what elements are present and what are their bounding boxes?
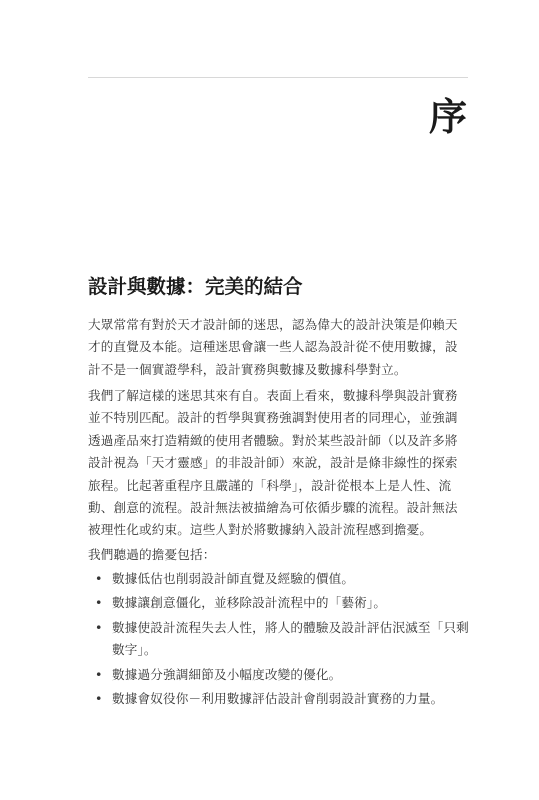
list-item-text: 數據使設計流程失去人性，將人的體驗及設計評估泯滅至「只剩數字」。 (112, 619, 469, 658)
list-item (88, 568, 472, 590)
section-title: 設計與數據：完美的結合 (88, 275, 303, 298)
body-paragraph: 我們了解這樣的迷思其來有自。表面上看來，數據科學與設計實務並不特別匹配。設計的哲學與實務強調對使用者的同理心，並強調透過產品來打造精緻的使用者體驗。對於某些設計師（以及許多將設計視為「天才靈感」的非設計師）來說，設計是條非線性的探索旅程。比起著重程序且嚴謹的「科學」，設計從根本上是人性、流動、創意的流程。設計無法被描繪為可依循步驟的流程。設計無法被理性化或約束。這些人對於將數據納入設計流程感到擔憂。 (88, 388, 458, 538)
bullet-icon: • (95, 571, 103, 586)
list-item (88, 688, 472, 710)
concerns-list (88, 568, 472, 712)
list-item (88, 592, 472, 614)
list-item-text: 數據低估也削弱設計師直覺及經驗的價值。 (112, 571, 355, 586)
body-paragraph: 大眾常常有對於天才設計師的迷思，認為偉大的設計決策是仰賴天才的直覺及本能。這種迷思會讓一些人認為設計從不使用數據，設計不是一個實證學科，設計實務與數據及數據科學對立。 (88, 317, 458, 377)
list-item-text: 數據讓創意僵化，並移除設計流程中的「藝術」。 (112, 595, 387, 611)
bullet-icon: • (95, 666, 103, 682)
list-item (88, 617, 472, 662)
list-item-text: 數據會奴役你－利用數據評估設計會削弱設計實務的力量。 (112, 691, 444, 707)
list-item (88, 664, 472, 686)
concerns-intro: 我們聽過的擔憂包括： (88, 547, 216, 562)
bullet-icon: • (95, 619, 103, 635)
top-divider (88, 77, 468, 78)
bullet-icon: • (95, 595, 103, 611)
list-item-text: 數據過分強調細節及小幅度改變的優化。 (112, 666, 342, 682)
chapter-heading: 序 (428, 95, 467, 139)
bullet-icon: • (95, 691, 103, 707)
